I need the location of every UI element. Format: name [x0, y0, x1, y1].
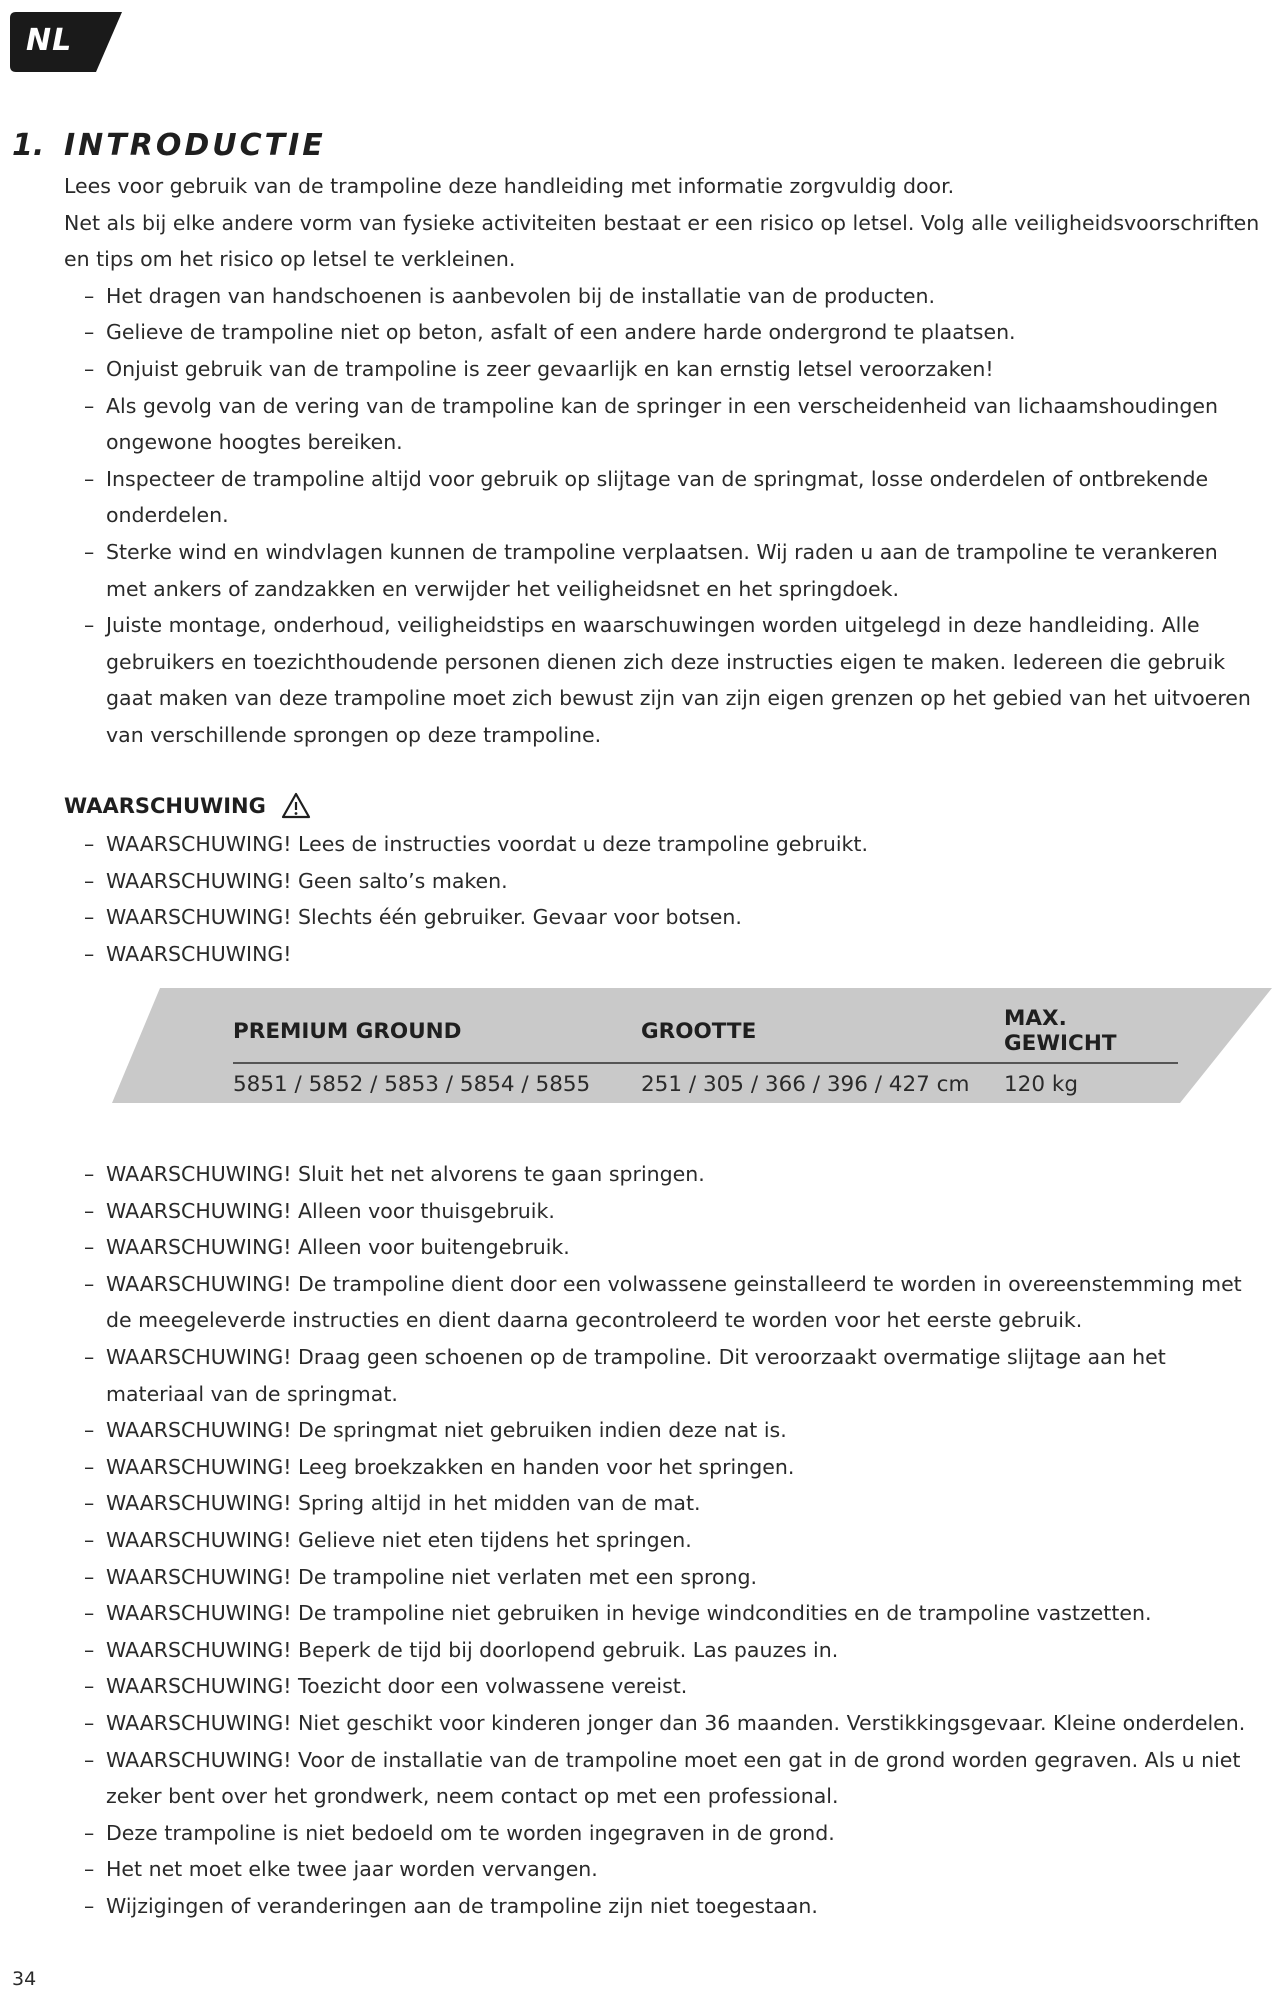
list-item: – WAARSCHUWING! Geen salto’s maken. [84, 868, 508, 893]
warnings-bottom [64, 1156, 1264, 1924]
list-item: – WAARSCHUWING! Alleen voor thuisgebruik. [84, 1198, 555, 1223]
warning-text: WAARSCHUWING! Geen salto’s maken. [106, 868, 508, 893]
list-item: – Juiste montage, onderhoud, veiligheidstips en waarschuwingen worden uitgelegd in deze handleiding. Alle gebruikers en toezichthoudende personen dienen zich deze instructies eigen te maken. Iedereen die gebruik gaat maken van deze trampoline moet zich bewust zijn van zijn eigen grenzen op het gebied van het uitvoeren van verschillende sprongen op deze trampoline. [84, 613, 1251, 747]
warning-text: WAARSCHUWING! Leeg broekzakken en handen voor het springen. [106, 1454, 795, 1479]
list-item: – WAARSCHUWING! De springmat niet gebruiken indien deze nat is. [84, 1418, 787, 1443]
list-item: – WAARSCHUWING! Toezicht door een volwassene vereist. [84, 1674, 688, 1699]
list-item: – Sterke wind en windvlagen kunnen de trampoline verplaatsen. Wij raden u aan de trampoline te verankeren met ankers of zandzakken en verwijder het veiligheidsnet en het springdoek. [84, 539, 1218, 601]
list-item: – WAARSCHUWING! [84, 941, 292, 966]
warnings-top [64, 826, 1264, 972]
warning-text: Wijzigingen of veranderingen aan de trampoline zijn niet toegestaan. [106, 1893, 818, 1918]
list-item: – WAARSCHUWING! De trampoline niet gebruiken in hevige windcondities en de trampoline vastzetten. [84, 1601, 1152, 1626]
list-item: – Inspecteer de trampoline altijd voor gebruik op slijtage van de springmat, losse onderdelen of ontbrekende onderdelen. [84, 466, 1209, 528]
warning-heading [64, 786, 311, 826]
intro-bullet-text: Gelieve de trampoline niet op beton, asfalt of een andere harde ondergrond te plaatsen. [106, 320, 1016, 345]
warning-text: WAARSCHUWING! De trampoline dient door een volwassene geinstalleerd te worden in overeenstemming met de meegeleverde instructies en dient daarna gecontroleerd te worden voor het eerste gebruik. [106, 1271, 1242, 1333]
warning-text: WAARSCHUWING! De trampoline niet gebruiken in hevige windcondities en de trampoline vastzetten. [106, 1601, 1152, 1626]
warning-text: WAARSCHUWING! Sluit het net alvorens te gaan springen. [106, 1162, 705, 1186]
list-item: – WAARSCHUWING! Slechts één gebruiker. Gevaar voor botsen. [84, 905, 742, 930]
warning-triangle-icon [281, 792, 311, 819]
intro-bullet-text: Onjuist gebruik van de trampoline is zeer gevaarlijk en kan ernstig letsel veroorzaken! [106, 356, 994, 381]
spec-header-size: GROOTTE [641, 1006, 1004, 1063]
section-title-text: INTRODUCTIE [64, 128, 326, 163]
page-number: 34 [12, 1968, 37, 1990]
intro-paragraph: Lees voor gebruik van de trampoline deze handleiding met informatie zorgvuldig door. [64, 174, 955, 198]
list-item: – WAARSCHUWING! Niet geschikt voor kinderen jonger dan 36 maanden. Verstikkingsgevaar. Kleine onderdelen. [84, 1710, 1246, 1735]
list-item: – WAARSCHUWING! Leeg broekzakken en handen voor het springen. [84, 1454, 795, 1479]
list-item: – Onjuist gebruik van de trampoline is zeer gevaarlijk en kan ernstig letsel veroorzaken! [84, 356, 994, 381]
warning-text: WAARSCHUWING! Voor de installatie van de trampoline moet een gat in de grond worden gegraven. Als u niet zeker bent over het grondwerk, neem contact op met een professional. [106, 1747, 1241, 1809]
list-item: – Als gevolg van de vering van de trampoline kan de springer in een verscheidenheid van lichaamshoudingen ongewone hoogtes bereiken. [84, 393, 1218, 455]
language-tab-label: NL [26, 23, 73, 58]
section-title [12, 124, 326, 168]
warning-text: Het net moet elke twee jaar worden vervangen. [106, 1857, 598, 1882]
intro-bullet-text: Het dragen van handschoenen is aanbevolen bij de installatie van de producten. [106, 283, 935, 308]
spec-cell-models: 5851 / 5852 / 5853 / 5854 / 5855 [233, 1072, 591, 1097]
list-item: – Deze trampoline is niet bedoeld om te worden ingegraven in de grond. [84, 1820, 835, 1845]
spec-cell-max-weight: 120 kg [1004, 1072, 1078, 1097]
warning-text: WAARSCHUWING! Toezicht door een volwassene vereist. [106, 1674, 688, 1699]
warning-text: WAARSCHUWING! Beperk de tijd bij doorlopend gebruik. Las pauzes in. [106, 1637, 839, 1662]
list-item: – Het dragen van handschoenen is aanbevolen bij de installatie van de producten. [84, 283, 935, 308]
list-item: – WAARSCHUWING! Spring altijd in het midden van de mat. [84, 1491, 701, 1516]
list-item: – Wijzigingen of veranderingen aan de trampoline zijn niet toegestaan. [84, 1893, 818, 1918]
warning-text: WAARSCHUWING! Niet geschikt voor kinderen jonger dan 36 maanden. Verstikkingsgevaar. Kleine onderdelen. [106, 1710, 1246, 1735]
spec-table-header-row [233, 1006, 1178, 1063]
intro-bullet-text: Sterke wind en windvlagen kunnen de trampoline verplaatsen. Wij raden u aan de trampoline te verankeren met ankers of zandzakken en verwijder het veiligheidsnet en het springdoek. [106, 539, 1218, 601]
spec-header-model: PREMIUM GROUND [233, 1006, 641, 1063]
list-item: – WAARSCHUWING! Lees de instructies voordat u deze trampoline gebruikt. [84, 832, 868, 856]
list-item: – WAARSCHUWING! Draag geen schoenen op de trampoline. Dit veroorzaakt overmatige slijtage aan het materiaal van de springmat. [84, 1344, 1166, 1406]
list-item: – WAARSCHUWING! Voor de installatie van de trampoline moet een gat in de grond worden gegraven. Als u niet zeker bent over het grondwerk, neem contact op met een professional. [84, 1747, 1241, 1809]
warning-text: Deze trampoline is niet bedoeld om te worden ingegraven in de grond. [106, 1820, 835, 1845]
warning-text: WAARSCHUWING! Gelieve niet eten tijdens het springen. [106, 1527, 692, 1552]
intro-bullet-text: Juiste montage, onderhoud, veiligheidstips en waarschuwingen worden uitgelegd in deze handleiding. Alle gebruikers en toezichthoudende personen dienen zich deze instructies eigen te maken. Iedereen die gebruik gaat maken van deze trampoline moet zich bewust zijn van zijn eigen grenzen op het gebied van het uitvoeren van verschillende sprongen op deze trampoline. [106, 613, 1251, 747]
list-item: – Het net moet elke twee jaar worden vervangen. [84, 1857, 598, 1882]
intro-bullet-text: Als gevolg van de vering van de trampoline kan de springer in een verscheidenheid van lichaamshoudingen ongewone hoogtes bereiken. [106, 393, 1218, 455]
list-item: – WAARSCHUWING! De trampoline niet verlaten met een sprong. [84, 1564, 758, 1589]
list-item: – Gelieve de trampoline niet op beton, asfalt of een andere harde ondergrond te plaatsen. [84, 320, 1016, 345]
spec-cell-sizes: 251 / 305 / 366 / 396 / 427 cm [641, 1072, 970, 1097]
warning-text: WAARSCHUWING! Lees de instructies voordat u deze trampoline gebruikt. [106, 832, 868, 856]
warning-text: WAARSCHUWING! [106, 941, 292, 966]
intro-section [64, 168, 1264, 754]
warning-text: WAARSCHUWING! De trampoline niet verlaten met een sprong. [106, 1564, 758, 1589]
intro-paragraph: Net als bij elke andere vorm van fysieke activiteiten bestaat er een risico op letsel. Volg alle veiligheidsvoorschriften en tips om het risico op letsel te verkleinen. [64, 210, 1260, 272]
warning-text: WAARSCHUWING! Alleen voor buitengebruik. [106, 1235, 570, 1260]
warning-text: WAARSCHUWING! Alleen voor thuisgebruik. [106, 1198, 555, 1223]
list-item: – WAARSCHUWING! Beperk de tijd bij doorlopend gebruik. Las pauzes in. [84, 1637, 839, 1662]
warning-text: WAARSCHUWING! De springmat niet gebruiken indien deze nat is. [106, 1418, 787, 1443]
warning-text: WAARSCHUWING! Spring altijd in het midden van de mat. [106, 1491, 701, 1516]
spec-header-max-weight: MAX. GEWICHT [1004, 1006, 1178, 1063]
list-item: – WAARSCHUWING! Gelieve niet eten tijdens het springen. [84, 1527, 692, 1552]
intro-bullet-text: Inspecteer de trampoline altijd voor gebruik op slijtage van de springmat, losse onderdelen of ontbrekende onderdelen. [106, 466, 1209, 528]
list-item: – WAARSCHUWING! De trampoline dient door een volwassene geinstalleerd te worden in overeenstemming met de meegeleverde instructies en dient daarna gecontroleerd te worden voor het eerste gebruik. [84, 1271, 1242, 1333]
warning-text: WAARSCHUWING! Slechts één gebruiker. Gevaar voor botsen. [106, 905, 742, 930]
spec-table [233, 1006, 1178, 1097]
warning-text: WAARSCHUWING! Draag geen schoenen op de trampoline. Dit veroorzaakt overmatige slijtage aan het materiaal van de springmat. [106, 1344, 1166, 1406]
section-number: 1. [12, 128, 45, 163]
list-item: – WAARSCHUWING! Alleen voor buitengebruik. [84, 1235, 570, 1260]
table-row [233, 1063, 1178, 1097]
warning-heading-text: WAARSCHUWING [64, 794, 266, 818]
list-item: – WAARSCHUWING! Sluit het net alvorens te gaan springen. [84, 1162, 705, 1186]
